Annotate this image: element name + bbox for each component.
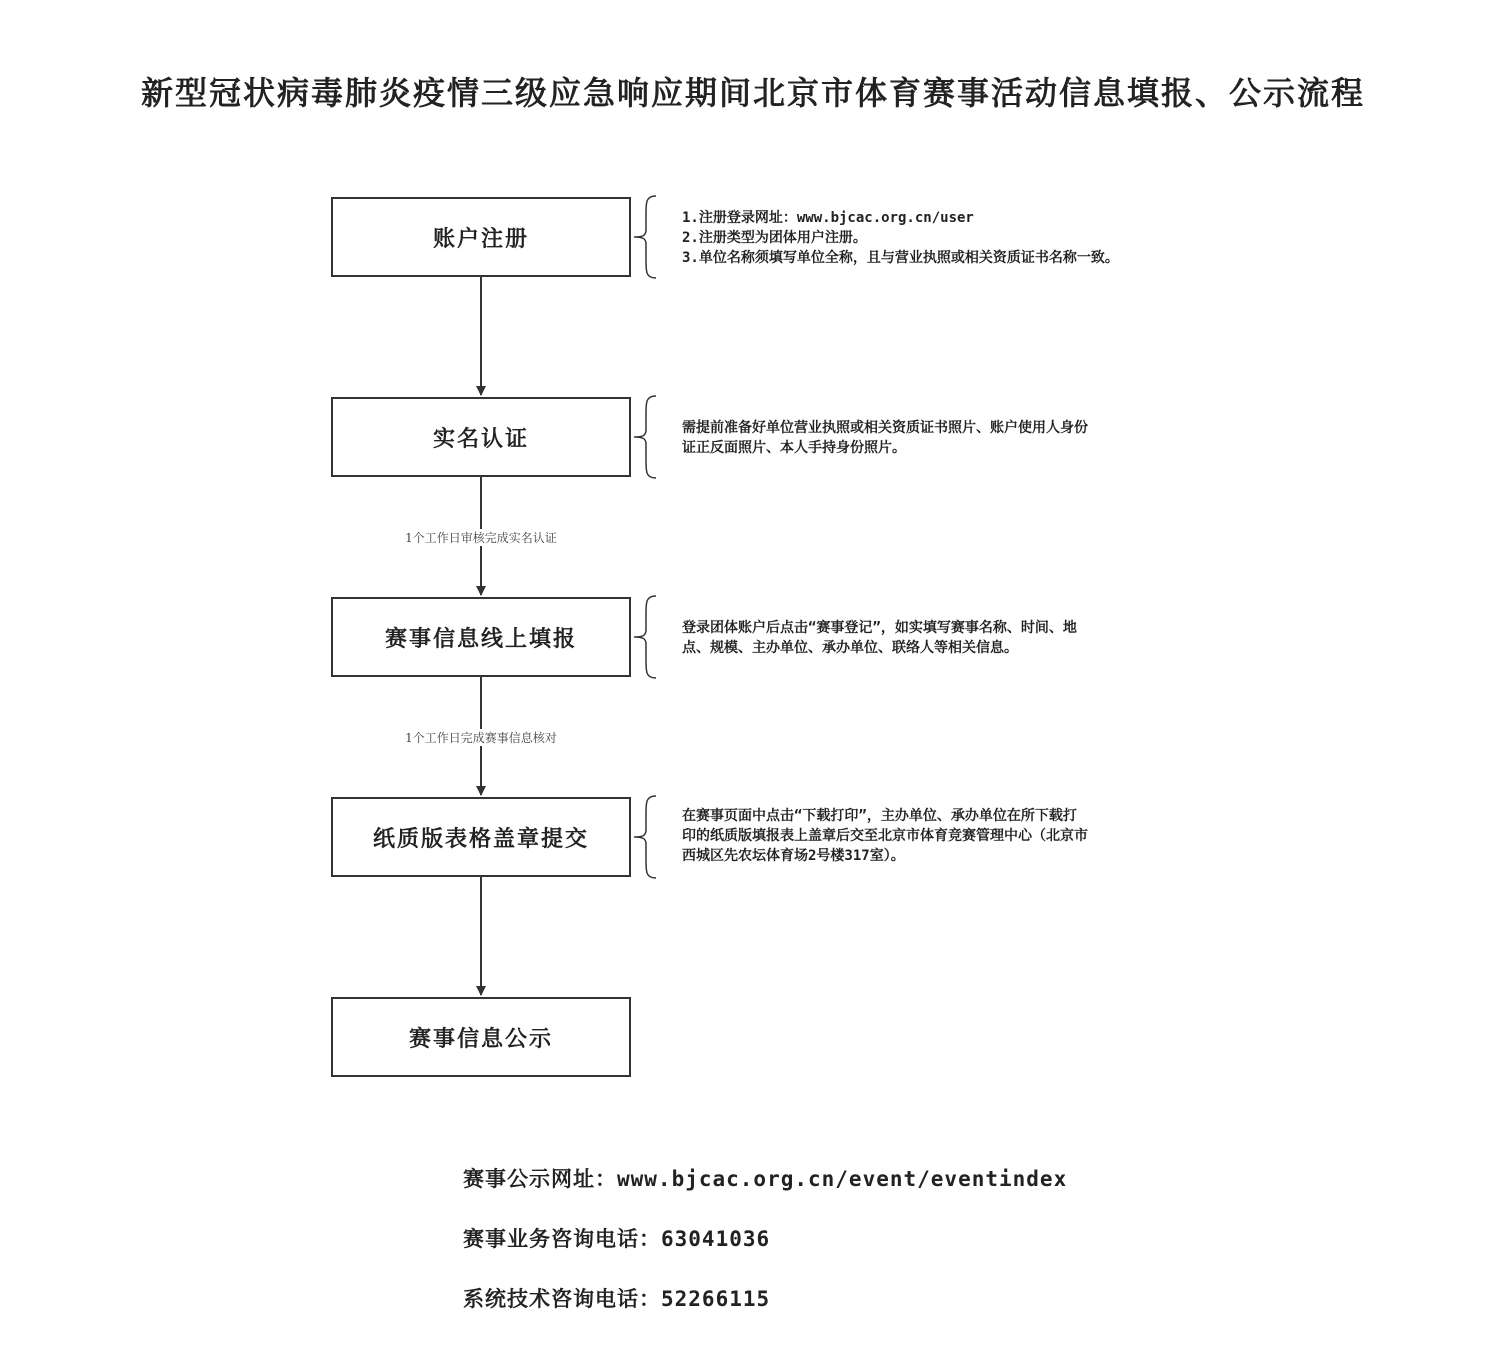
transition-text: 1个工作日审核完成实名认证 [405, 531, 557, 545]
note-line: 1.注册登录网址：www.bjcac.org.cn/user [682, 210, 974, 226]
transition-label-verify [300, 529, 662, 546]
footer-business-phone: 赛事业务咨询电话：63041036 [463, 1227, 771, 1251]
note-real-name-verify [682, 418, 1182, 458]
step-box-event-publicity [331, 997, 631, 1077]
note-line: 需提前准备好单位营业执照或相关资质证书照片、账户使用人身份 [682, 420, 1088, 436]
page-title: 新型冠状病毒肺炎疫情三级应急响应期间北京市体育赛事活动信息填报、公示流程 [140, 74, 1365, 112]
brace-4 [630, 794, 660, 880]
note-line: 点、规模、主办单位、承办单位、联络人等相关信息。 [682, 640, 1018, 656]
note-line: 3.单位名称须填写单位全称，且与营业执照或相关资质证书名称一致。 [682, 250, 1119, 266]
brace-1 [630, 194, 660, 280]
brace-3 [630, 594, 660, 680]
transition-text: 1个工作日完成赛事信息核对 [405, 731, 557, 745]
step-box-account-register [331, 197, 631, 277]
note-account-register [682, 208, 1182, 268]
note-line: 西城区先农坛体育场2号楼317室）。 [682, 848, 905, 864]
step-label: 赛事信息线上填报 [384, 626, 577, 652]
footer-website: 赛事公示网址：www.bjcac.org.cn/event/eventindex [463, 1167, 1068, 1191]
note-paper-form-submit [682, 806, 1182, 866]
step-label: 账户注册 [432, 226, 529, 252]
note-line: 在赛事页面中点击“下载打印”，主办单位、承办单位在所下载打 [682, 808, 1077, 824]
step-box-paper-form-submit [331, 797, 631, 877]
brace-2 [630, 394, 660, 480]
note-line: 2.注册类型为团体用户注册。 [682, 230, 867, 246]
note-line: 登录团体账户后点击“赛事登记”，如实填写赛事名称、时间、地 [682, 620, 1077, 636]
note-event-online-fill [682, 618, 1182, 658]
note-line: 印的纸质版填报表上盖章后交至北京市体育竞赛管理中心（北京市 [682, 828, 1088, 844]
step-label: 纸质版表格盖章提交 [372, 826, 589, 852]
note-line: 证正反面照片、本人手持身份照片。 [682, 440, 906, 456]
step-box-event-online-fill [331, 597, 631, 677]
step-box-real-name-verify [331, 397, 631, 477]
step-label: 赛事信息公示 [408, 1026, 553, 1052]
transition-label-check [300, 729, 662, 746]
step-label: 实名认证 [432, 426, 529, 452]
footer-tech-phone: 系统技术咨询电话：52266115 [463, 1287, 771, 1311]
